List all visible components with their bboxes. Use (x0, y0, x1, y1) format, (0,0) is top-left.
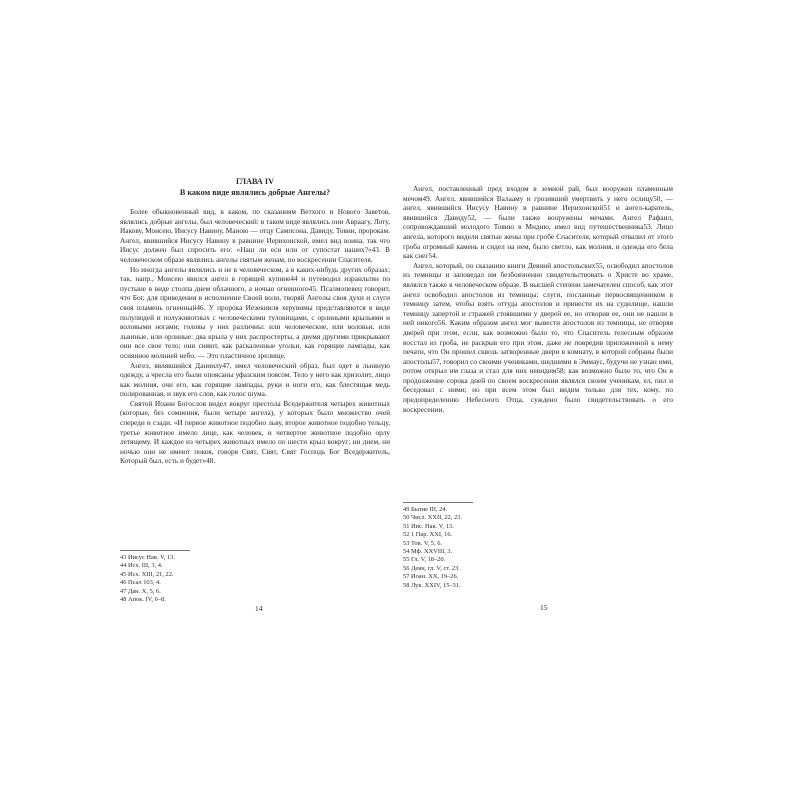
footnote: 55 Гл. V, 18–20. (403, 556, 446, 564)
left-page (120, 176, 390, 466)
footnote: 56 Деян, гл. V, ст. 23. (403, 564, 460, 572)
left-footnotes (120, 550, 230, 604)
paragraph: Ангел, являвшийся Даниилу47, имел человеческий образ, был одет в льняную одежду, а чресла его были опоясаны уфазским поясом. Тело у него как хризолит, лицо как молния, очи его, как горящие лампады, руки и ноги его, как блестящая медь полированная, и звук его слов, как голос шума. (120, 360, 390, 399)
chapter-subtitle: В каком виде являлись добрые Ангелы? (179, 188, 331, 197)
footnote: 58 Лук. XXIV, 15–31. (403, 581, 461, 589)
page-number-left: 14 (255, 604, 263, 613)
paragraph: Более обыкновенный вид, в каком, по сказаниям Ветхого и Нового Заветов, являлись добрые ангелы, был человеческий: в таком виде являлись они Авраагу, Лоту, Иакову, Моисею, Иисусу Навину, Маною — отцу Сампсона, Давиду, Товии, пророкам. Ангел, явившийся Иисусу Навину в равнине Иерихонской, имел вид воина, так что Иисус должен был спросить его: «Наш ли еси или от супостат наших?»43. В человеческом образе являлись ангелы святым женам, по воскресении Спасителя. (120, 207, 390, 264)
footnote-divider (120, 550, 190, 551)
footnote: 54 Мф. XXVIII, 3. (403, 548, 453, 556)
footnote: 51 Иис. Нав. V, 13. (403, 522, 454, 530)
right-page (403, 184, 673, 414)
footnote: 57 Иоан. XX, 19–26. (403, 573, 459, 581)
footnote: 48 Апок. IV, 6–8. (120, 596, 166, 604)
footnote: 47 Дан. X, 5, 6. (120, 587, 161, 595)
paragraph: Ангел, поставленный пред входом в земной рай, был вооружен пламенным мечом49. Ангел, явившийся Валааму и грозивший умертвить у него ослицу50, — ангел, явившийся Иисусу Навину в равнине Иерихонской51 и ангел-каратель, явившийся Давиду52, — были также вооружены мечами. Ангел Рафаил, сопровождавший молодого Товию в Мидию, имел вид путешественника53. Лицо ангела, которого видели святые жены при гробе Спасителя, который отвалил от этого гроба огромный камень и сидел на нем, было светло, как молния, и одежда его бела как снег54. (403, 184, 673, 261)
paragraph: Ангел, который, по сказанию книги Деяний апостольских55, освободил апостолов из темницы и заповедал им безбоязненно свидетельствовать о Христе во храме, являлся также в человеческом образе. В высшей степени замечателен способ, как этот ангел освободил апостолов из темницы: слуги, посланные первосвященником в темницу затем, чтобы взять оттуда апостолов и привести их на судилище, нашли темницу запертой и стражей стоявшими у дверей ее, но отворив ее, они не нашли в ней никого56. Каким образом ангел мог вывести апостолов из темницы, не отворяя дверей при этом, если, как возможно было то, что Спаситель телесным образом восстал из гроба, не раскрыв его при этом, даже не повредив приложенной к нему печати, что Он прошел сквозь затворенные двери в комнату, в которой собраны были апостолы57, говорил со своими учениками, шедшими в Эммаус, будучи не узнан ими, потом открыл им глаза и стал для них невидим58; как возможно было то, что Он в продолжение сорока дней по своем воскресении являлся своим ученикам, ел, пил и беседовал с ними; но при всем этом был видим только для тех, кому, по предопределению Небесного Отца, суждено было свидетельствовать о его воскресении. (403, 260, 673, 414)
footnote: 53 Тов. V, 5, 6. (403, 539, 442, 547)
footnote: 49 Бытие III, 24. (403, 506, 448, 513)
footnote: 43 Иисус Нав. V, 13. (120, 554, 176, 561)
paragraph: Святой Иоанн Богослов видел вокруг престола Вседержителя четырех животных (которые, без сомнения, были четыре ангела), у которых было множество очей спереди и сзади. «И первое животное подобно льву, второе животное подобно тельцу, третье животное имело лице, как человек, и четвертое животное подобно орлу летящему. И каждое из четырех животных имело по шести крыл вокруг; ни днем, ни ночью они не имеют покоя, говоря Свят, Свят, Свят Господь Бог Вседержитель, Который был, есть и будет»48. (120, 398, 390, 466)
footnote-divider (403, 502, 473, 503)
footnote: 45 Исх. XIII, 21, 22. (120, 570, 174, 578)
right-footnotes (403, 502, 513, 590)
footnote: 44 Исх. III, 3, 4. (120, 562, 163, 570)
footnote: 46 Псал 103, 4. (120, 579, 161, 587)
paragraph: Но иногда ангелы являлись и не в человеческом, а в каких-нибудь других образах; так, напр., Моисею явился ангел в горящей купине44 и путеводил израильтян по пустыне в виде столпа днем облачного, а ночью огненного45. Псалмопевец говорит, что Бог, для приведения в исполнение Своей воли, творяй Ангелы своя духи и слуги своя пламень огненный46. У пророка Иезекииля херувимы представляются в виде полулюдей и полуживотных с человеческими туловищами, с орлиными крыльями и воловыми ногами; головы у них различны: или человеческие, или воловьи, или львиные, или орлиные: два крыла у них распростерты, а двумя другими прикрывают они все свое тело; они сияют, как раскаленные угольи, как горящие лампады, как осиянное молнией небо. — Это пластичное зрелище. (120, 264, 390, 360)
footnote: 50 Числ. XXII, 22, 23. (403, 514, 463, 522)
chapter-title: ГЛАВА IV (236, 177, 274, 186)
page-number-right: 15 (540, 603, 548, 612)
footnote: 52 1 Пар. XXI, 16. (403, 531, 453, 539)
